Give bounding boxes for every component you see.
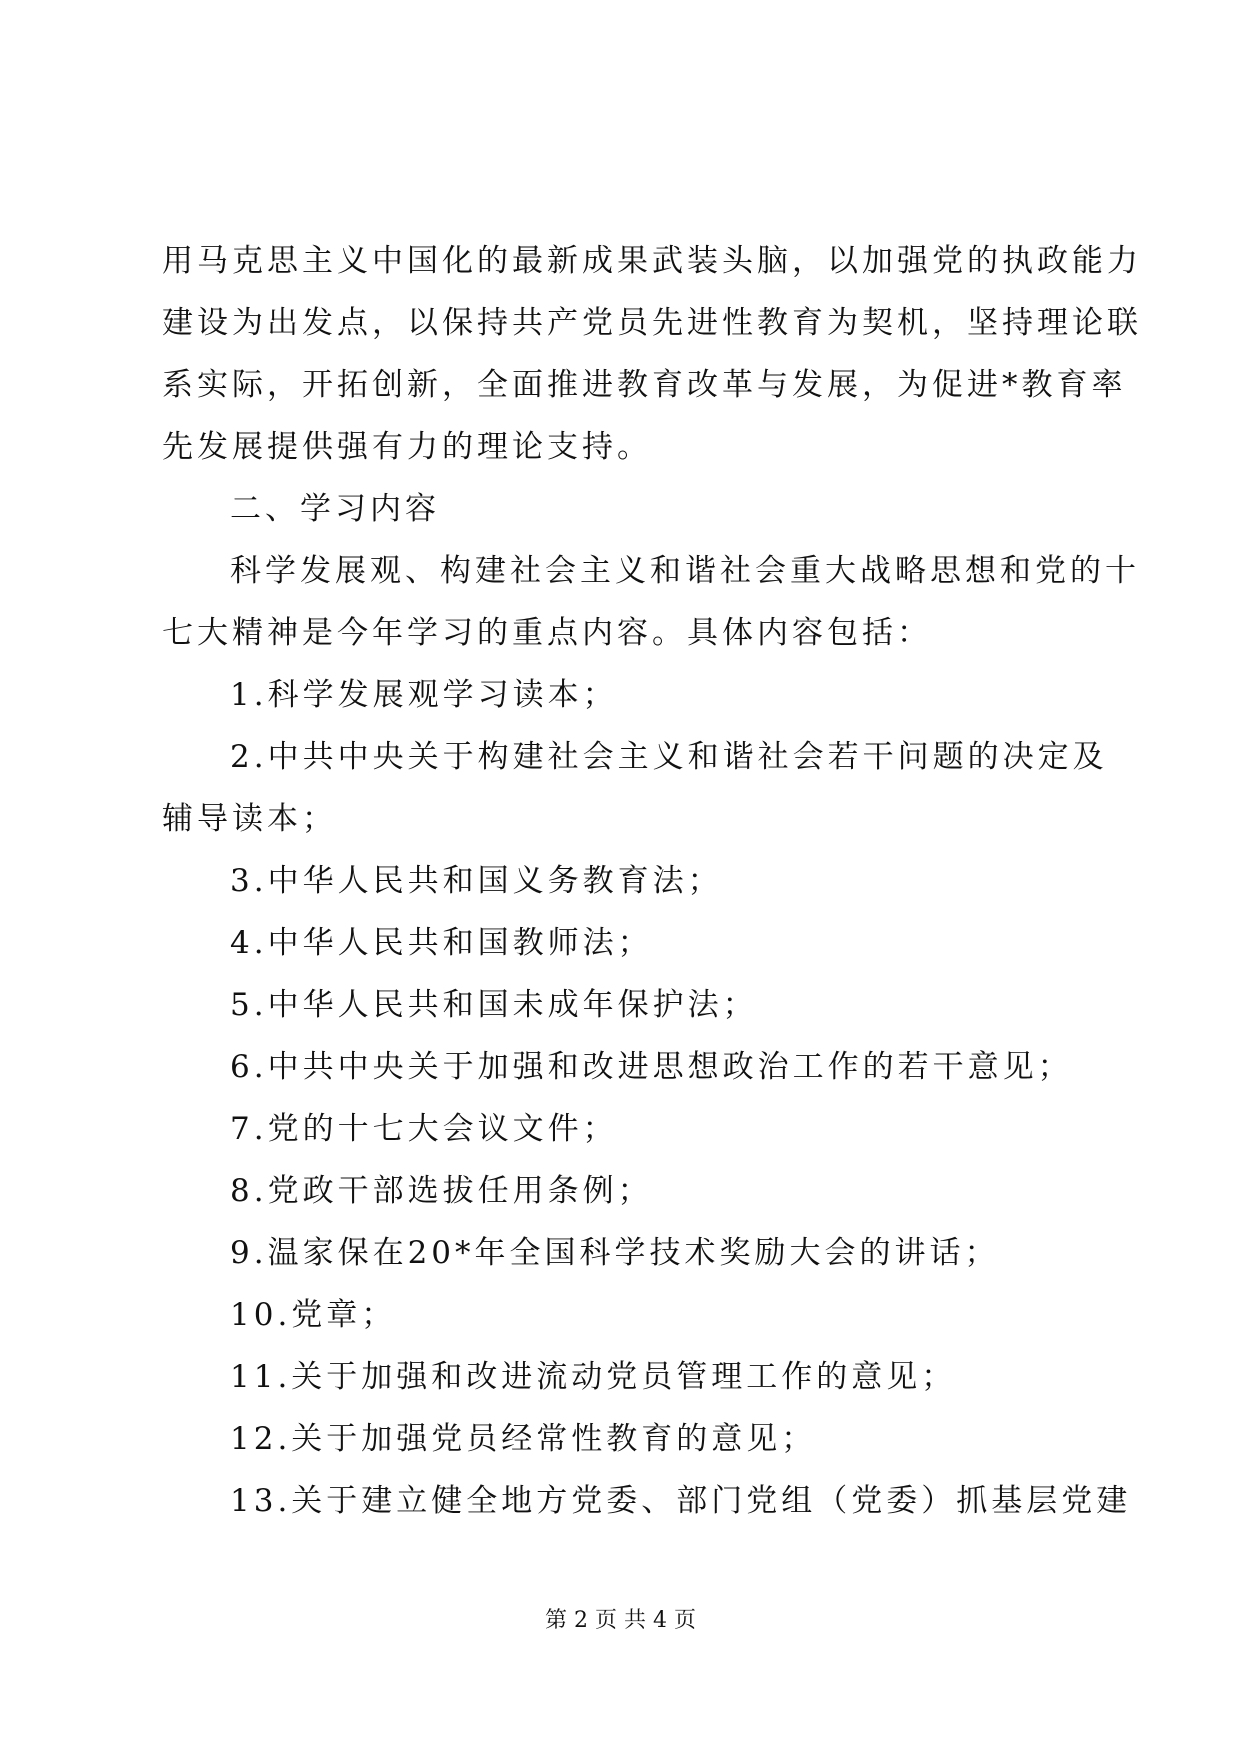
list-item: 4.中华人民共和国教师法； (230, 925, 653, 961)
list-item: 9.温家保在20*年全国科学技术奖励大会的讲话； (230, 1235, 1000, 1271)
list-item: 5.中华人民共和国未成年保护法； (230, 987, 758, 1023)
section-heading: 二、学习内容 (230, 491, 440, 527)
paragraph-line: 科学发展观、构建社会主义和谐社会重大战略思想和党的十 (230, 553, 1140, 589)
paragraph-line: 用马克思主义中国化的最新成果武装头脑，以加强党的执政能力 (162, 243, 1142, 279)
paragraph-line: 七大精神是今年学习的重点内容。具体内容包括： (162, 615, 932, 651)
list-item: 2.中共中央关于构建社会主义和谐社会若干问题的决定及 (230, 739, 1108, 775)
list-item: 7.党的十七大会议文件； (230, 1111, 618, 1147)
list-item: 3.中华人民共和国义务教育法； (230, 863, 723, 899)
list-item: 11.关于加强和改进流动党员管理工作的意见； (230, 1359, 957, 1395)
page-footer: 第 2 页 共 4 页 (545, 1608, 696, 1633)
list-item: 13.关于建立健全地方党委、部门党组（党委）抓基层党建 (230, 1483, 1132, 1519)
paragraph-line: 系实际，开拓创新，全面推进教育改革与发展，为促进*教育率 (162, 367, 1127, 403)
list-item: 10.党章； (230, 1297, 397, 1333)
list-item: 8.党政干部选拔任用条例； (230, 1173, 653, 1209)
list-item: 1.科学发展观学习读本； (230, 677, 618, 713)
paragraph-line: 先发展提供强有力的理论支持。 (162, 429, 652, 465)
list-item: 6.中共中央关于加强和改进思想政治工作的若干意见； (230, 1049, 1073, 1085)
list-item: 12.关于加强党员经常性教育的意见； (230, 1421, 817, 1457)
list-item-continuation: 辅导读本； (162, 801, 337, 837)
document-body (162, 230, 1142, 1532)
paragraph-line: 建设为出发点，以保持共产党员先进性教育为契机，坚持理论联 (162, 305, 1142, 341)
